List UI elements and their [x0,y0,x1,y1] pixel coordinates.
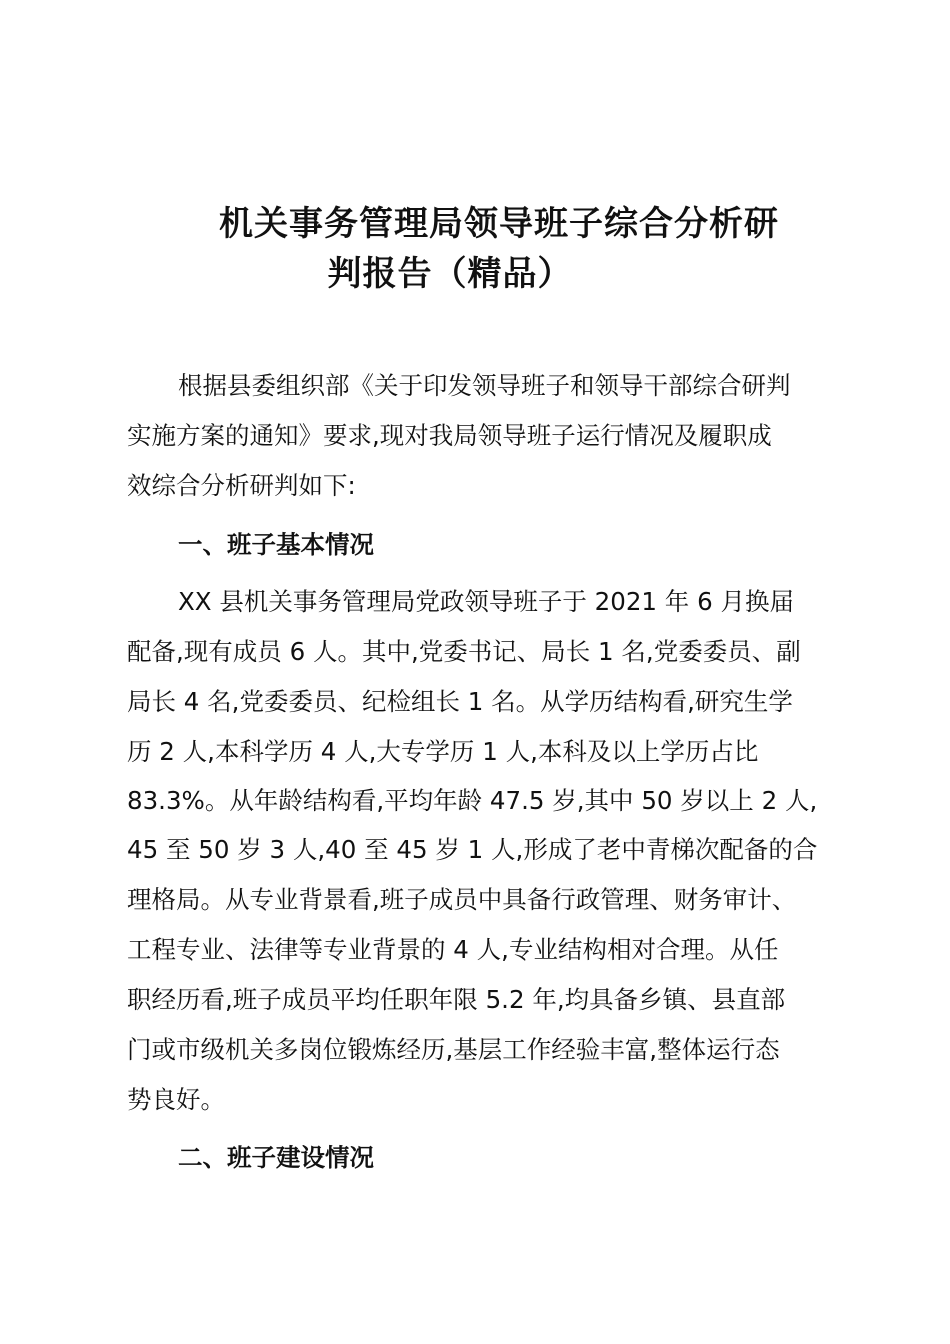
section-heading-1: 一、班子基本情况 [178,530,374,559]
section-heading-2: 二、班子建设情况 [178,1143,374,1172]
intro-line-2: 实施方案的通知》要求,现对我局领导班子运行情况及履职成 [127,421,772,450]
section1-line-5: 83.3%。从年龄结构看,平均年龄 47.5 岁,其中 50 岁以上 2 人, [127,786,818,815]
document-title-line-1: 机关事务管理局领导班子综合分析研 [219,204,779,244]
section1-line-1: XX 县机关事务管理局党政领导班子于 2021 年 6 月换届 [178,587,794,616]
section1-line-8: 工程专业、法律等专业背景的 4 人,专业结构相对合理。从任 [127,935,779,964]
section1-line-11: 势良好。 [127,1085,225,1114]
section1-line-6: 45 至 50 岁 3 人,40 至 45 岁 1 人,形成了老中青梯次配备的合 [127,835,818,864]
section1-line-7: 理格局。从专业背景看,班子成员中具备行政管理、财务审计、 [127,885,797,914]
section1-line-10: 门或市级机关多岗位锻炼经历,基层工作经验丰富,整体运行态 [127,1035,780,1064]
section1-line-9: 职经历看,班子成员平均任职年限 5.2 年,均具备乡镇、县直部 [127,985,786,1014]
document-title-line-2: 判报告（精品） [327,254,573,294]
intro-line-3: 效综合分析研判如下: [127,471,356,500]
intro-line-1: 根据县委组织部《关于印发领导班子和领导干部综合研判 [178,371,791,400]
section1-line-2: 配备,现有成员 6 人。其中,党委书记、局长 1 名,党委委员、副 [127,637,801,666]
section1-line-4: 历 2 人,本科学历 4 人,大专学历 1 人,本科及以上学历占比 [127,737,759,766]
section1-line-3: 局长 4 名,党委委员、纪检组长 1 名。从学历结构看,研究生学 [127,687,793,716]
